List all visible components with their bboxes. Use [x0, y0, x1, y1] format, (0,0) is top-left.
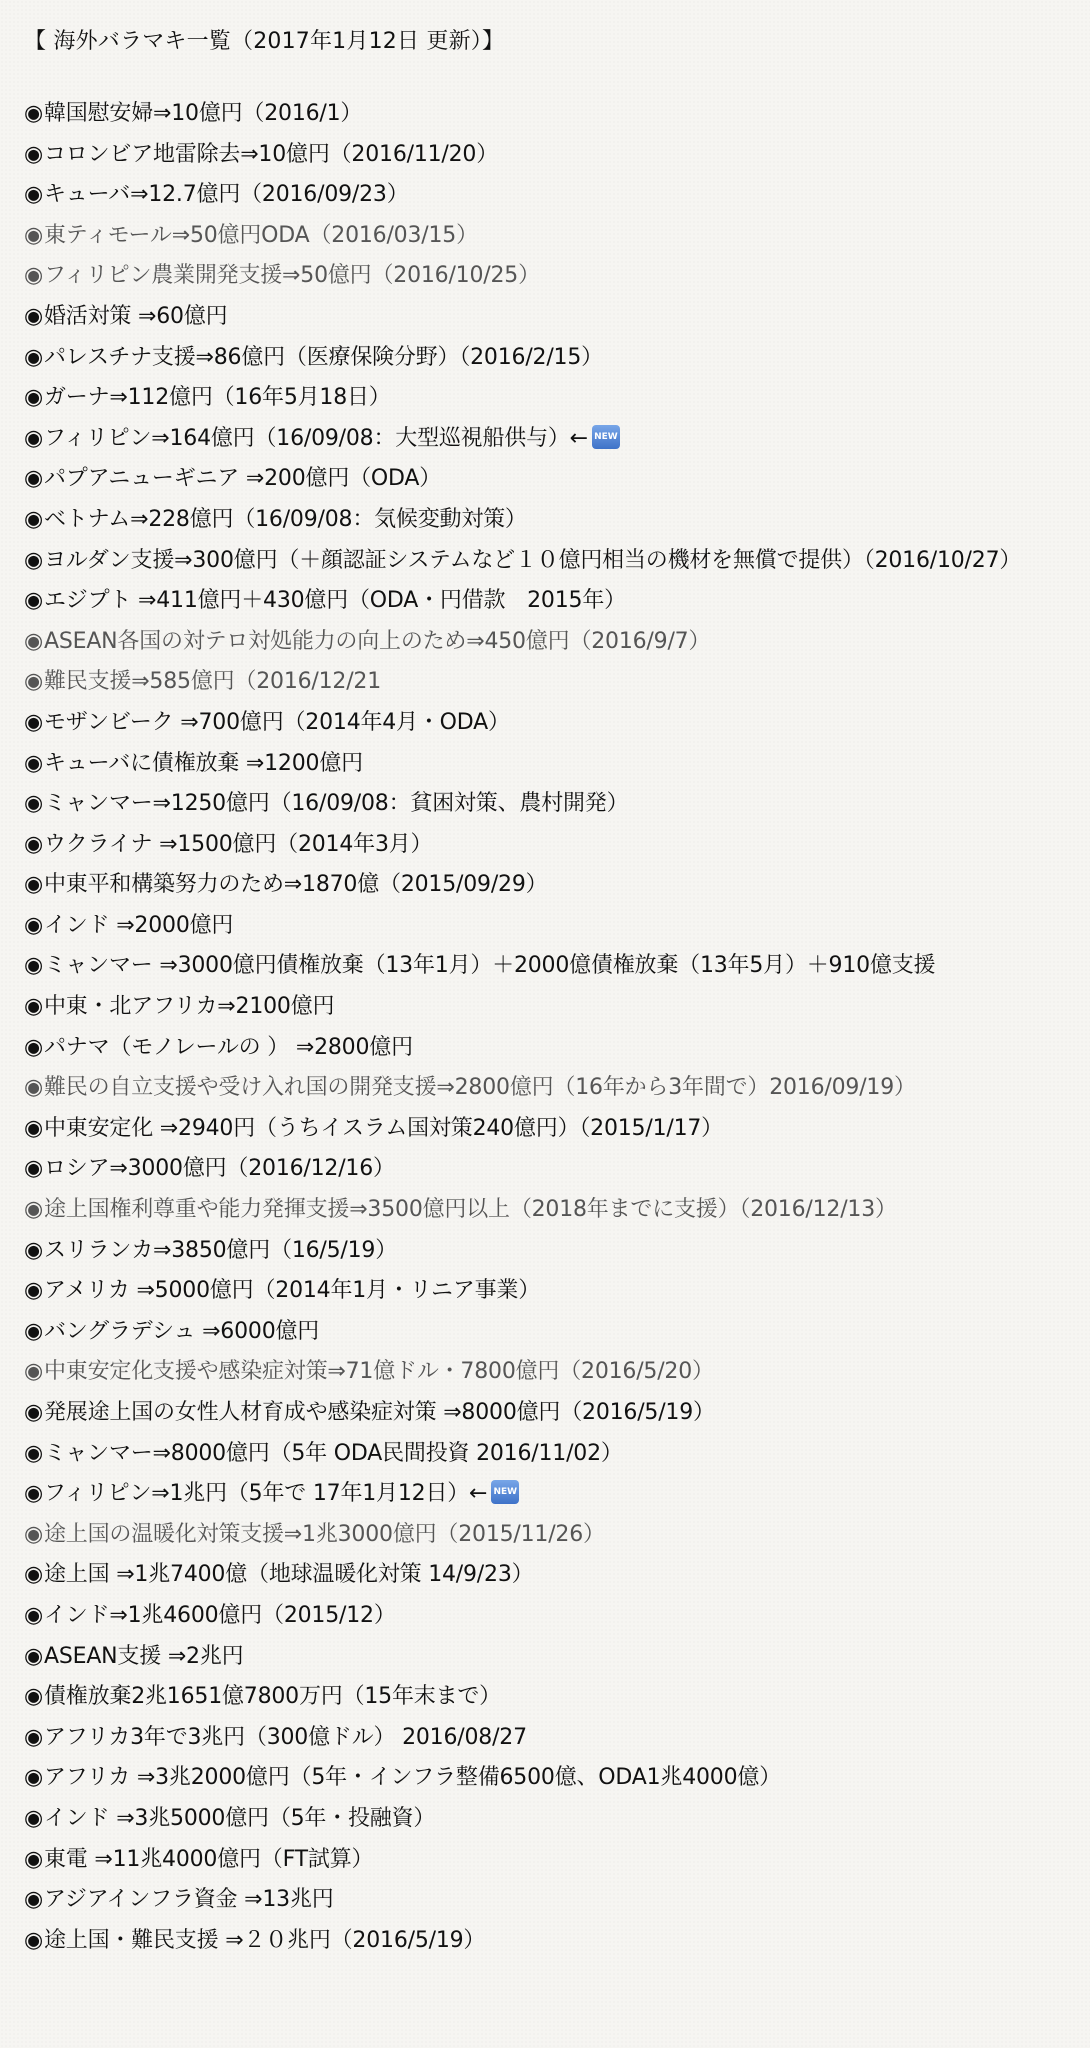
bullet-icon: ◉ — [24, 303, 43, 329]
list-item-text: 途上国の温暖化対策支援⇒1兆3000億円（2015/11/26） — [44, 1521, 605, 1547]
bullet-icon: ◉ — [24, 750, 43, 776]
bullet-icon: ◉ — [24, 791, 43, 817]
list-item-text: バングラデシュ ⇒6000億円 — [44, 1318, 320, 1344]
list-item-text: 韓国慰安婦⇒10億円（2016/1） — [44, 101, 363, 126]
list-item — [24, 744, 1068, 785]
list-item — [24, 135, 1068, 176]
list-item-text: ミャンマー ⇒3000億円債権放棄（13年1月）＋2000億債権放棄（13年5月）＋910億支援 — [44, 953, 936, 979]
list-item — [24, 500, 1068, 541]
bullet-icon: ◉ — [24, 994, 43, 1020]
list-item — [24, 1799, 1068, 1840]
list-item-text: 途上国 ⇒1兆7400億（地球温暖化対策 14/9/23） — [44, 1562, 534, 1588]
bullet-icon: ◉ — [24, 222, 43, 248]
bullet-icon: ◉ — [24, 506, 43, 532]
bullet-icon: ◉ — [24, 831, 43, 857]
list-item — [24, 1718, 1068, 1759]
list-item-text: フィリピン⇒164億円（16/09/08：大型巡視船供与）← — [44, 425, 588, 451]
list-item-text: 婚活対策 ⇒60億円 — [44, 303, 228, 329]
list-item — [24, 946, 1068, 987]
bullet-icon: ◉ — [24, 1440, 43, 1466]
list-item-text: ウクライナ ⇒1500億円（2014年3月） — [44, 831, 433, 857]
list-item — [24, 297, 1068, 338]
list-item-text: エジプト ⇒411億円＋430億円（ODA・円借款 2015年） — [44, 588, 626, 614]
list-item-text: キューバ⇒12.7億円（2016/09/23） — [44, 182, 409, 208]
list-item — [24, 175, 1068, 216]
bullet-icon: ◉ — [24, 101, 43, 126]
list-item — [24, 1068, 1068, 1109]
list-item — [24, 256, 1068, 297]
list-item-text: 発展途上国の女性人材育成や感染症対策 ⇒8000億円（2016/5/19） — [44, 1400, 715, 1425]
list-item-text: フィリピン農業開発支援⇒50億円（2016/10/25） — [44, 263, 540, 289]
list-item — [24, 1637, 1068, 1678]
list-item-text: ミャンマー⇒1250億円（16/09/08：貧困対策、農村開発） — [44, 791, 629, 817]
list-item — [24, 703, 1068, 744]
list-item — [24, 1149, 1068, 1190]
list-item — [24, 1109, 1068, 1150]
bullet-icon: ◉ — [24, 1034, 43, 1060]
bullet-icon: ◉ — [24, 1765, 43, 1791]
bullet-icon: ◉ — [24, 1521, 43, 1547]
bullet-icon: ◉ — [24, 1278, 43, 1304]
list-item — [24, 1434, 1068, 1475]
bullet-icon: ◉ — [24, 872, 43, 898]
list-item-text: スリランカ⇒3850億円（16/5/19） — [44, 1237, 398, 1263]
list-item — [24, 1393, 1068, 1434]
bullet-icon: ◉ — [24, 1156, 43, 1182]
list-item-text: 中東安定化支援や感染症対策⇒71億ドル・7800億円（2016/5/20） — [44, 1359, 714, 1385]
list-item — [24, 378, 1068, 419]
list-item — [24, 1474, 1068, 1515]
bullet-icon: ◉ — [24, 141, 43, 167]
list-item-text: モザンビーク ⇒700億円（2014年4月・ODA） — [44, 709, 510, 735]
list-item-text: インド⇒1兆4600億円（2015/12） — [44, 1602, 396, 1628]
list-item-text: ASEAN支援 ⇒2兆円 — [44, 1643, 244, 1669]
bullet-icon: ◉ — [24, 1602, 43, 1628]
bullet-icon: ◉ — [24, 466, 43, 492]
list-item-text: アフリカ3年で3兆円（300億ドル） 2016/08/27 — [44, 1724, 527, 1750]
list-item — [24, 1677, 1068, 1718]
list-item — [24, 581, 1068, 622]
bullet-icon: ◉ — [24, 1197, 43, 1223]
list-item — [24, 1271, 1068, 1312]
bullet-icon: ◉ — [24, 1887, 43, 1913]
bullet-icon: ◉ — [24, 1359, 43, 1385]
list-item — [24, 1880, 1068, 1921]
list-item — [24, 459, 1068, 500]
bullet-icon: ◉ — [24, 263, 43, 289]
bullet-icon: ◉ — [24, 1115, 43, 1141]
list-item — [24, 94, 1068, 135]
list-item — [24, 338, 1068, 379]
list-item — [24, 1515, 1068, 1556]
list-item-text: 途上国権利尊重や能力発揮支援⇒3500億円以上（2018年までに支援）（2016/12/13） — [44, 1197, 897, 1223]
bullet-icon: ◉ — [24, 588, 43, 614]
list-item-text: 難民の自立支援や受け入れ国の開発支援⇒2800億円（16年から3年間で）2016/09/19） — [44, 1075, 916, 1101]
bullet-icon: ◉ — [24, 912, 43, 938]
bullet-icon: ◉ — [24, 1643, 43, 1669]
bullet-icon: ◉ — [24, 1927, 43, 1953]
bullet-icon: ◉ — [24, 1400, 43, 1425]
list-item — [24, 1758, 1068, 1799]
bullet-icon: ◉ — [24, 669, 43, 695]
bullet-icon: ◉ — [24, 1846, 43, 1872]
bullet-icon: ◉ — [24, 1481, 43, 1507]
bullet-icon: ◉ — [24, 1075, 43, 1101]
list-item — [24, 662, 1068, 703]
bullet-icon: ◉ — [24, 547, 43, 573]
bullet-icon: ◉ — [24, 344, 43, 370]
list-item — [24, 541, 1068, 582]
bullet-icon: ◉ — [24, 425, 43, 451]
list-item-text: パレスチナ支援⇒86億円（医療保険分野）（2016/2/15） — [44, 344, 603, 370]
bullet-icon: ◉ — [24, 1724, 43, 1750]
bullet-icon: ◉ — [24, 385, 43, 411]
list-item — [24, 419, 1068, 460]
list-item-text: インド ⇒2000億円 — [44, 912, 234, 938]
list-item-text: ASEAN各国の対テロ対処能力の向上のため⇒450億円（2016/9/7） — [44, 628, 711, 654]
list-item-text: ロシア⇒3000億円（2016/12/16） — [44, 1156, 395, 1182]
list-item-text: ヨルダン支援⇒300億円（＋顔認証システムなど１０億円相当の機材を無償で提供）（2016/10/27） — [44, 547, 1022, 573]
bullet-icon: ◉ — [24, 628, 43, 654]
bullet-icon: ◉ — [24, 1237, 43, 1263]
list-item-text: 難民支援⇒585億円（2016/12/21 — [44, 669, 382, 695]
list-item-text: 途上国・難民支援 ⇒２０兆円（2016/5/19） — [44, 1927, 486, 1953]
list-item-text: 中東・北アフリカ⇒2100億円 — [44, 994, 335, 1020]
list-item-text: アメリカ ⇒5000億円（2014年1月・リニア事業） — [44, 1278, 541, 1304]
list-item-text: 東電 ⇒11兆4000億円（FT試算） — [44, 1846, 374, 1872]
list-item-text: 中東安定化 ⇒2940円（うちイスラム国対策240億円）（2015/1/17） — [44, 1115, 723, 1141]
list-item-text: キューバに債権放棄 ⇒1200億円 — [44, 750, 363, 776]
list-item — [24, 865, 1068, 906]
list-item — [24, 825, 1068, 866]
list-item-text: 債権放棄2兆1651億7800万円（15年末まで） — [44, 1684, 501, 1710]
list-item — [24, 987, 1068, 1028]
list-item-text: ベトナム⇒228億円（16/09/08：気候変動対策） — [44, 506, 527, 532]
list-item — [24, 784, 1068, 825]
list-item — [24, 1231, 1068, 1272]
list-item-text: 東ティモール⇒50億円ODA（2016/03/15） — [44, 222, 478, 248]
list-item — [24, 1190, 1068, 1231]
list-item — [24, 1921, 1068, 1962]
new-badge-icon: NEW — [592, 425, 620, 449]
list-item-text: コロンビア地雷除去⇒10億円（2016/11/20） — [44, 141, 499, 167]
list-item-text: フィリピン⇒1兆円（5年で 17年1月12日）← — [44, 1481, 488, 1507]
spending-list — [24, 94, 1068, 1961]
bullet-icon: ◉ — [24, 1684, 43, 1710]
list-item-text: 中東平和構築努力のため⇒1870億（2015/09/29） — [44, 872, 548, 898]
bullet-icon: ◉ — [24, 182, 43, 208]
list-item-text: インド ⇒3兆5000億円（5年・投融資） — [44, 1805, 436, 1831]
bullet-icon: ◉ — [24, 953, 43, 979]
bullet-icon: ◉ — [24, 1318, 43, 1344]
list-item-text: パプアニューギニア ⇒200億円（ODA） — [44, 466, 442, 492]
bullet-icon: ◉ — [24, 1562, 43, 1588]
list-item-text: ミャンマー⇒8000億円（5年 ODA民間投資 2016/11/02） — [44, 1440, 623, 1466]
list-item-text: パナマ（モノレールの ） ⇒2800億円 — [44, 1034, 413, 1060]
list-item — [24, 622, 1068, 663]
new-badge-icon: NEW — [491, 1480, 519, 1504]
list-item — [24, 1312, 1068, 1353]
bullet-icon: ◉ — [24, 1805, 43, 1831]
list-item — [24, 1352, 1068, 1393]
list-item-text: アジアインフラ資金 ⇒13兆円 — [44, 1887, 334, 1913]
list-item — [24, 906, 1068, 947]
page-title: 【 海外バラマキ一覧（2017年1月12日 更新）】 — [24, 29, 505, 54]
list-item-text: アフリカ ⇒3兆2000億円（5年・インフラ整備6500億、ODA1兆4000億） — [44, 1765, 782, 1791]
bullet-icon: ◉ — [24, 709, 43, 735]
list-item — [24, 1555, 1068, 1596]
list-item — [24, 1028, 1068, 1069]
list-item — [24, 1840, 1068, 1881]
list-item-text: ガーナ⇒112億円（16年5月18日） — [44, 385, 391, 411]
list-item — [24, 216, 1068, 257]
list-item — [24, 1596, 1068, 1637]
